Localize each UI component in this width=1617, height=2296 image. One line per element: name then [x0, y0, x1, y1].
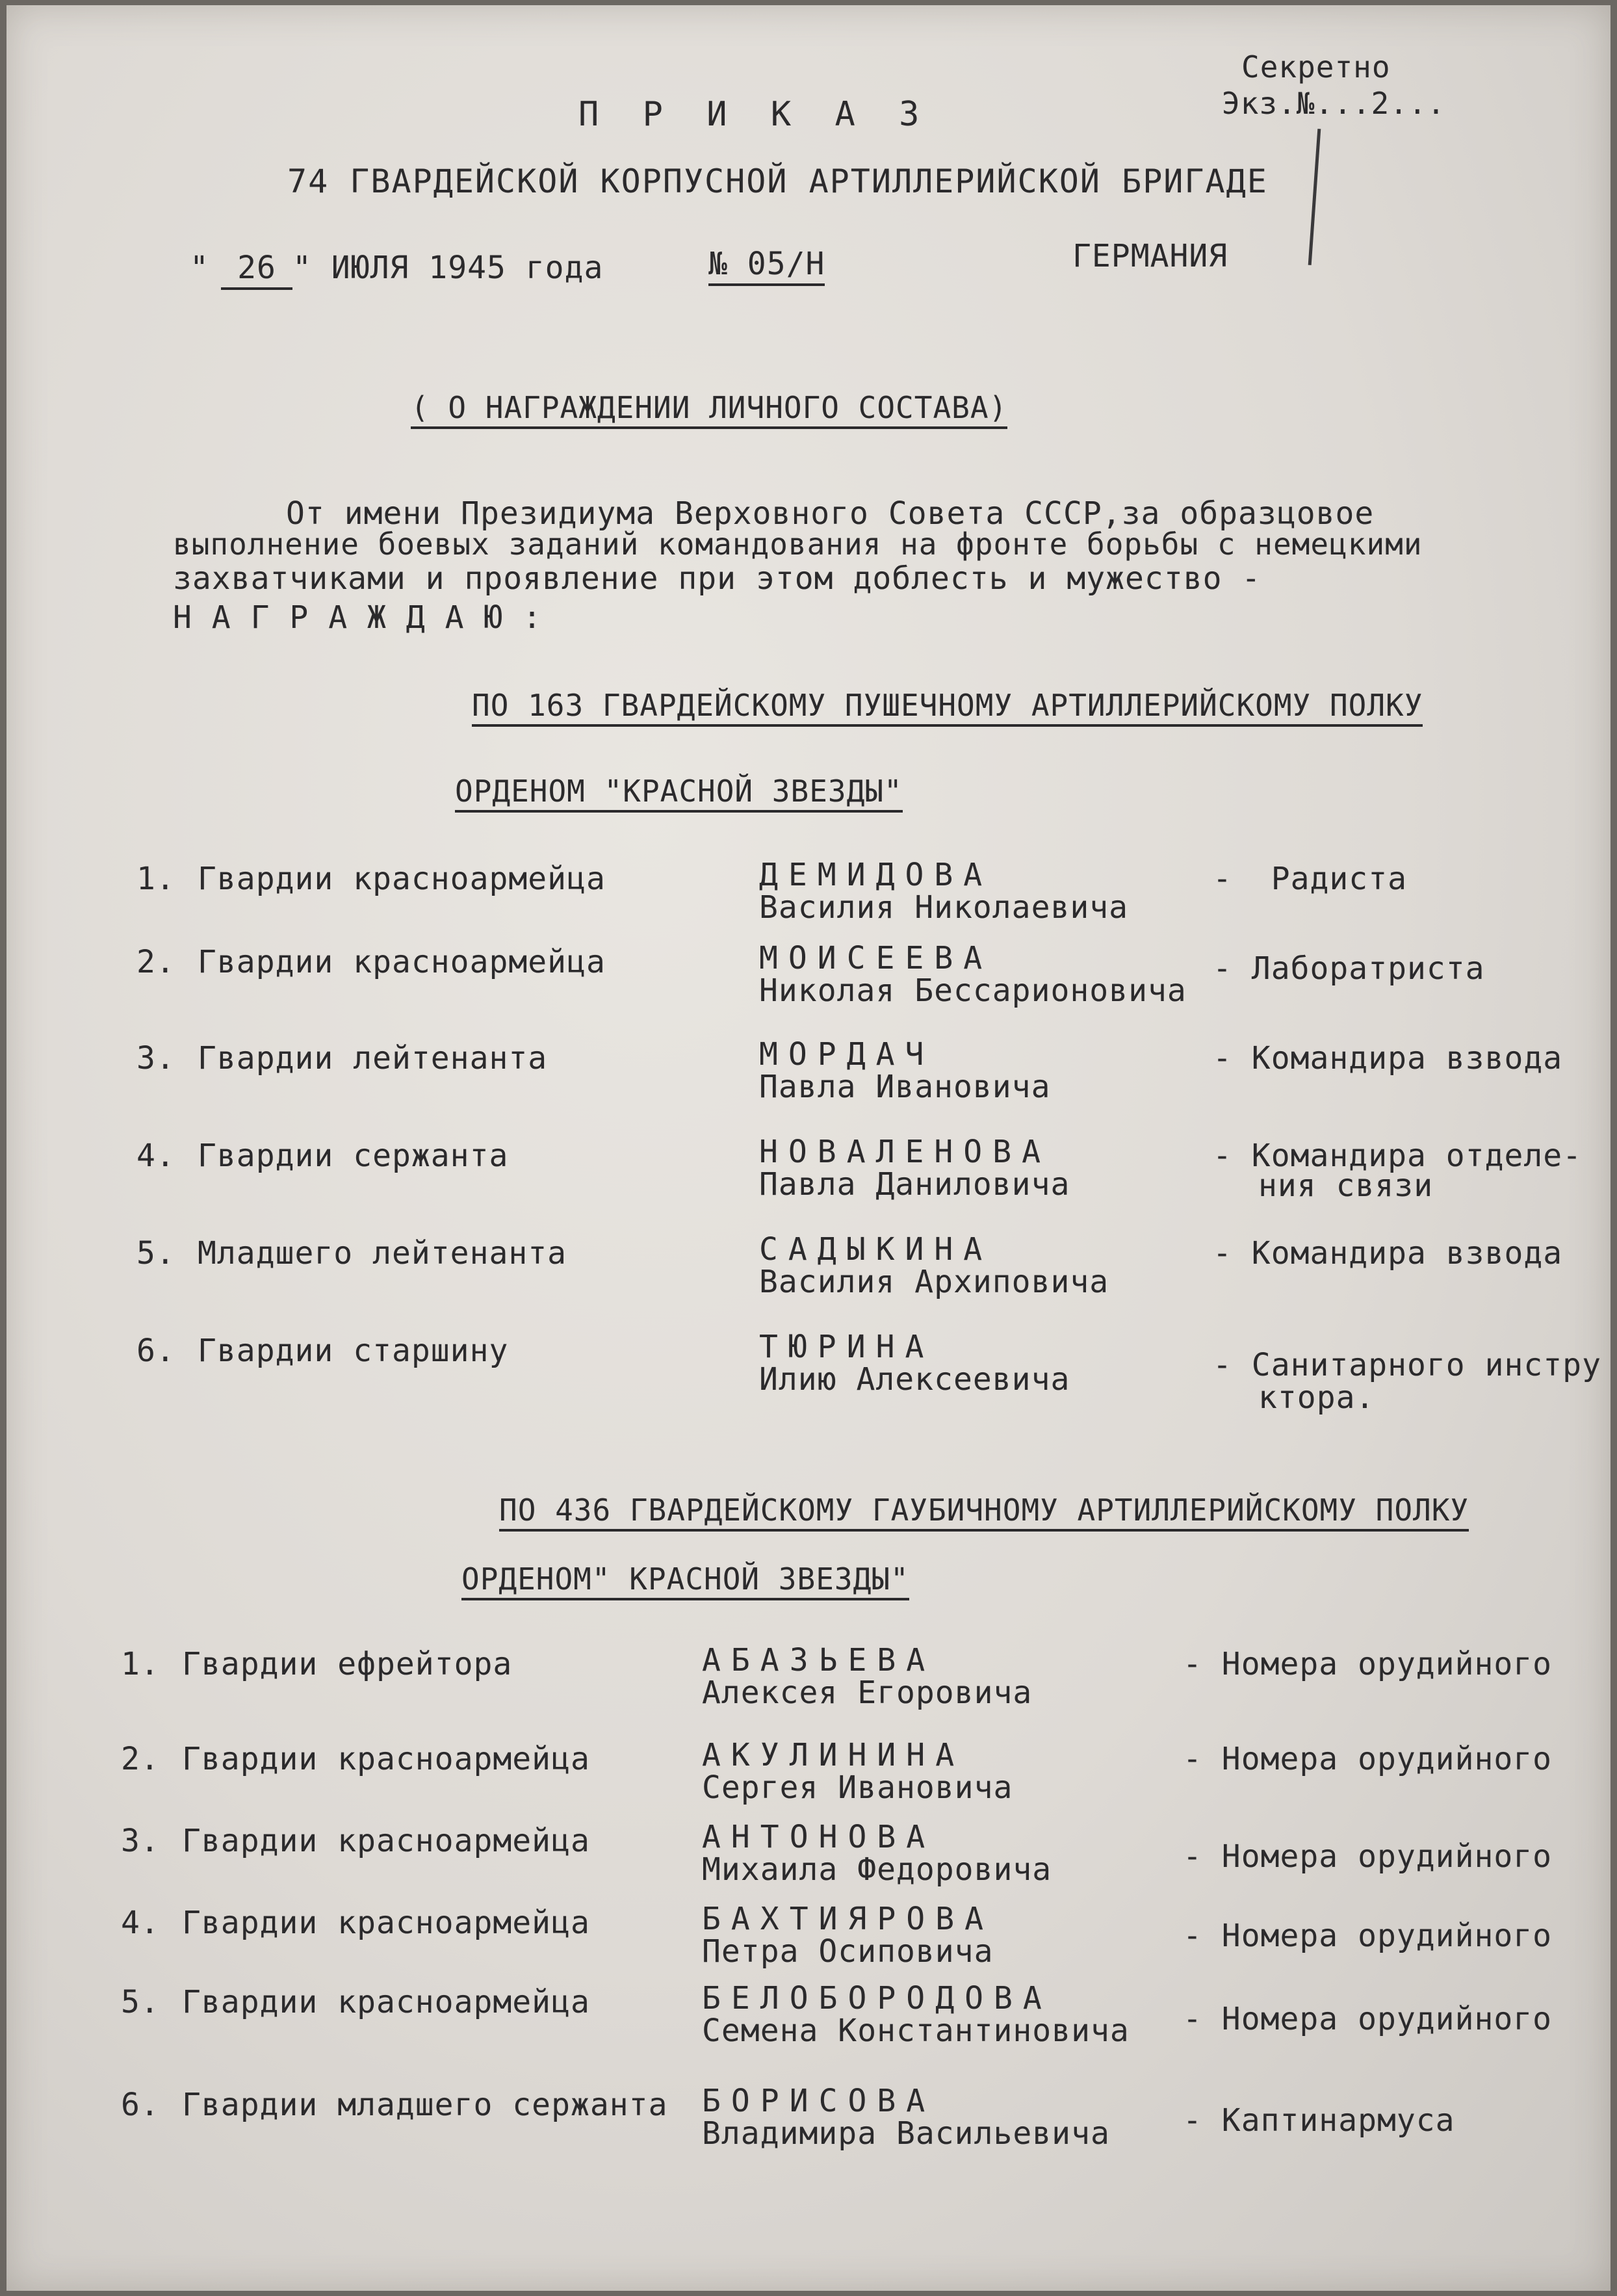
item-number: 2. [136, 944, 175, 980]
item-role: - Номера орудийного [1183, 1918, 1553, 1954]
document-sheet [6, 5, 1611, 2291]
item-role: - Командира взвода [1213, 1235, 1563, 1272]
item-given-name: Павла Даниловича [759, 1166, 1070, 1203]
item-role: - Командира отделе- [1213, 1138, 1583, 1174]
list-item [6, 1980, 1611, 2058]
item-surname: АКУЛИНИНА [702, 1737, 965, 1773]
item-given-name: Илию Алексеевича [759, 1361, 1070, 1398]
item-rank: Гвардии старшину [198, 1333, 509, 1369]
list-item [6, 1901, 1611, 1979]
item-role-text: Номера орудийного [1221, 1741, 1553, 1777]
item-role-text: Командира взвода [1251, 1040, 1563, 1076]
date-rest: " ИЮЛЯ 1945 года [292, 250, 604, 286]
section-2-award: ОРДЕНОМ" КРАСНОЙ ЗВЕЗДЫ" [461, 1564, 909, 1600]
item-number: 3. [136, 1040, 175, 1076]
item-given-name: Василия Архиповича [759, 1264, 1109, 1300]
list-item [6, 1737, 1611, 1815]
item-given-name: Николая Бессарионовича [759, 972, 1187, 1009]
item-number: 2. [121, 1741, 160, 1777]
item-surname: БОРИСОВА [702, 2083, 936, 2119]
date-day: 26 [221, 252, 292, 290]
section-1-unit: ПО 163 ГВАРДЕЙСКОМУ ПУШЕЧНОМУ АРТИЛЛЕРИЙСКОМУ ПОЛКУ [472, 690, 1423, 727]
date-month-year: ИЮЛЯ 1945 года [331, 250, 604, 286]
list-item [6, 1036, 1611, 1114]
item-surname: ДЕМИДОВА [759, 857, 993, 893]
item-rank: Гвардии сержанта [198, 1138, 509, 1174]
item-surname: ТЮРИНА [759, 1329, 935, 1365]
item-number: 1. [121, 1646, 160, 1682]
item-rank: Гвардии красноармейца [182, 1905, 590, 1941]
item-surname: БЕЛОБОРОДОВА [702, 1980, 1052, 2016]
item-given-name: Алексея Егоровича [702, 1675, 1033, 1711]
list-item [6, 940, 1611, 1018]
item-number: 4. [136, 1138, 175, 1174]
item-rank: Гвардии красноармейца [182, 1823, 590, 1859]
item-role: - Лаборатриста [1213, 950, 1485, 987]
document-title: П Р И К А З [578, 95, 931, 134]
item-rank: Младшего лейтенанта [198, 1235, 567, 1272]
item-surname: МОРДАЧ [759, 1036, 935, 1073]
item-role: - Номера орудийного [1183, 2001, 1553, 2037]
item-number: 5. [121, 1984, 160, 2020]
item-role-text: Радиста [1271, 861, 1407, 897]
list-item [6, 2083, 1611, 2161]
list-item [6, 1329, 1611, 1416]
item-surname: НОВАЛЕНОВА [759, 1134, 1051, 1170]
preamble-line-4: Н А Г Р А Ж Д А Ю : [173, 599, 543, 636]
item-given-name: Павла Ивановича [759, 1069, 1051, 1105]
item-role-text: Командира взвода [1251, 1235, 1563, 1272]
item-rank: Гвардии лейтенанта [198, 1040, 548, 1076]
item-role: - Санитарного инстру [1213, 1347, 1601, 1383]
place: ГЕРМАНИЯ [1072, 238, 1228, 274]
item-role: - Номера орудийного [1183, 1646, 1553, 1682]
item-rank: Гвардии красноармейца [182, 1741, 590, 1777]
item-given-name: Сергея Ивановича [702, 1769, 1013, 1806]
item-surname: МОИСЕЕВА [759, 940, 993, 976]
item-role-text: Каптинармуса [1221, 2102, 1455, 2139]
item-role-text: Номера орудийного [1221, 2001, 1553, 2037]
item-role-text: Номера орудийного [1221, 1838, 1553, 1875]
item-rank: Гвардии ефрейтора [182, 1646, 513, 1682]
item-role-text: Санитарного инстру [1251, 1347, 1601, 1383]
item-number: 5. [136, 1235, 175, 1272]
item-rank: Гвардии красноармейца [182, 1984, 590, 2020]
item-surname: АБАЗЬЕВА [702, 1642, 936, 1678]
item-number: 4. [121, 1905, 160, 1941]
item-role-continuation: ния связи [1258, 1168, 1434, 1204]
item-role-text: Номера орудийного [1221, 1646, 1553, 1682]
item-role-continuation: ктора. [1258, 1379, 1375, 1416]
document-subtitle: 74 ГВАРДЕЙСКОЙ КОРПУСНОЙ АРТИЛЛЕРИЙСКОЙ БРИГАДЕ [287, 163, 1268, 200]
item-given-name: Владимира Васильевича [702, 2115, 1110, 2152]
item-given-name: Петра Осиповича [702, 1933, 994, 1970]
item-role: - Каптинармуса [1183, 2102, 1455, 2139]
list-item [6, 1819, 1611, 1897]
subject-heading: ( О НАГРАЖДЕНИИ ЛИЧНОГО СОСТАВА) [411, 393, 1007, 429]
section-2-unit: ПО 436 ГВАРДЕЙСКОМУ ГАУБИЧНОМУ АРТИЛЛЕРИЙСКОМУ ПОЛКУ [499, 1495, 1469, 1532]
item-rank: Гвардии красноармейца [198, 944, 606, 980]
preamble-line-2: выполнение боевых заданий командования на фронте борьбы с немецкими [173, 527, 1423, 562]
item-rank: Гвардии младшего сержанта [182, 2087, 668, 2123]
item-role: - Командира взвода [1213, 1040, 1563, 1076]
list-item [6, 857, 1611, 935]
item-given-name: Михаила Федоровича [702, 1851, 1052, 1888]
item-role-text: Номера орудийного [1221, 1918, 1553, 1954]
item-given-name: Семена Константиновича [702, 2013, 1130, 2049]
copy-number: Экз.№...2... [1222, 86, 1446, 121]
item-number: 1. [136, 861, 175, 897]
list-item [6, 1231, 1611, 1309]
item-surname: АНТОНОВА [702, 1819, 936, 1855]
item-role-text: Лаборатриста [1251, 950, 1485, 987]
item-rank: Гвардии красноармейца [198, 861, 606, 897]
item-given-name: Василия Николаевича [759, 889, 1129, 926]
item-role: - Номера орудийного [1183, 1741, 1553, 1777]
item-role: - Номера орудийного [1183, 1838, 1553, 1875]
item-role: - Радиста [1213, 861, 1407, 897]
item-surname: САДЫКИНА [759, 1231, 993, 1268]
secrecy-stamp: Секретно [1241, 49, 1391, 85]
item-surname: БАХТИЯРОВА [702, 1901, 994, 1937]
margin-mark-line [1308, 129, 1321, 265]
order-number: № 05/Н [708, 248, 825, 286]
item-role-text: Командира отделе- [1251, 1138, 1583, 1174]
item-number: 6. [121, 2087, 160, 2123]
item-number: 3. [121, 1823, 160, 1859]
list-item [6, 1134, 1611, 1212]
section-1-award: ОРДЕНОМ "КРАСНОЙ ЗВЕЗДЫ" [455, 776, 903, 813]
preamble-line-1: От имени Президиума Верховного Совета СССР,за образцовое [286, 495, 1375, 532]
item-number: 6. [136, 1333, 175, 1369]
preamble-line-3: захватчиками и проявление при этом доблесть и мужество - [173, 560, 1261, 597]
list-item [6, 1642, 1611, 1720]
date-open-quote: " [190, 250, 209, 286]
